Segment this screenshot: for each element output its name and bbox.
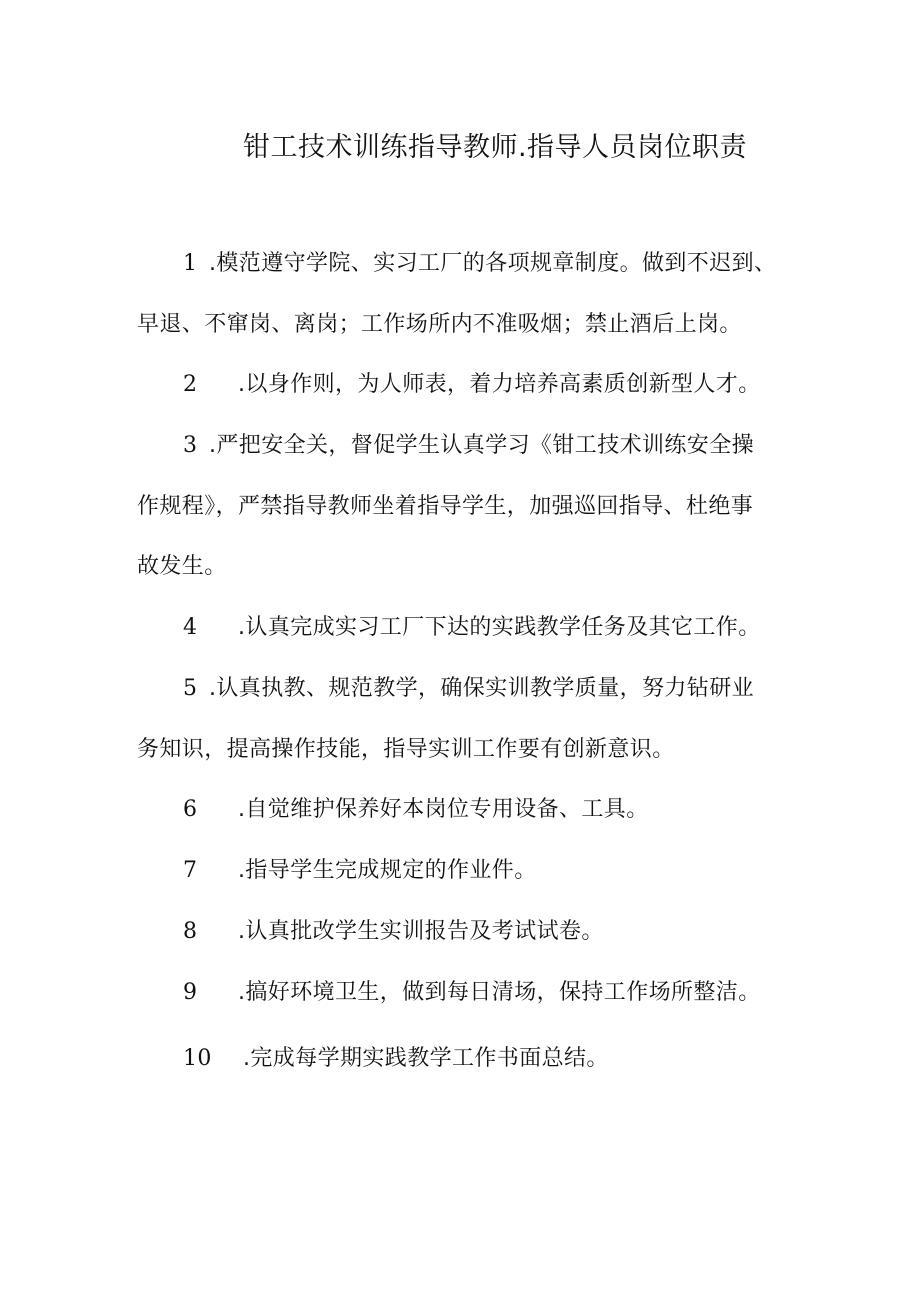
list-item-6: [183, 794, 649, 826]
item-text: .严把安全关，督促学生认真学习《钳工技术训练安全操: [209, 433, 754, 458]
item-number: 9: [183, 980, 198, 1005]
list-item-3-line-1: [183, 430, 754, 462]
item-text: .认真批改学生实训报告及考试试卷。: [238, 919, 604, 944]
item-text: .搞好环境卫生，做到每日清场，保持工作场所整洁。: [238, 980, 761, 1005]
item-text: .自觉维护保养好本岗位专用设备、工具。: [238, 797, 649, 822]
list-item-3-line-2: [137, 491, 753, 523]
item-number: 2: [183, 372, 198, 397]
list-item-5-line-2: [137, 734, 675, 766]
item-text: 早退、不窜岗、离岗；工作场所内不准吸烟；禁止酒后上岗。: [137, 312, 742, 337]
item-number: 7: [183, 858, 198, 883]
item-text: 务知识，提高操作技能，指导实训工作要有创新意识。: [137, 737, 675, 762]
list-item-8: [183, 916, 604, 948]
item-text: .认真完成实习工厂下达的实践教学任务及其它工作。: [238, 615, 761, 640]
item-number: 1: [183, 251, 198, 276]
item-text: 故发生。: [137, 554, 227, 579]
item-number: 4: [183, 615, 198, 640]
list-item-3-line-3: [137, 551, 227, 583]
item-number: 6: [183, 797, 198, 822]
item-text: .指导学生完成规定的作业件。: [238, 858, 537, 883]
item-text: .认真执教、规范教学，确保实训教学质量，努力钻研业: [209, 676, 754, 701]
list-item-10: [183, 1043, 609, 1075]
item-text: .模范遵守学院、实习工厂的各项规章制度。做到不迟到、: [209, 251, 777, 276]
item-text: 作规程》，严禁指导教师坐着指导学生，加强巡回指导、杜绝事: [137, 494, 754, 519]
item-number: 3: [183, 433, 198, 458]
page-title: 钳工技术训练指导教师.指导人员岗位职责: [242, 132, 748, 163]
list-item-5-line-1: [183, 673, 754, 705]
item-number: 5: [183, 676, 198, 701]
list-item-1-line-2: [137, 309, 742, 341]
item-text: .完成每学期实践教学工作书面总结。: [243, 1046, 609, 1071]
list-item-2: [183, 369, 761, 401]
item-number: 8: [183, 919, 198, 944]
item-text: .以身作则，为人师表，着力培养高素质创新型人才。: [238, 372, 761, 397]
list-item-1-line-1: [183, 248, 776, 280]
list-item-9: [183, 977, 761, 1009]
list-item-4: [183, 612, 761, 644]
item-number: 10: [183, 1046, 212, 1071]
list-item-7: [183, 855, 537, 887]
